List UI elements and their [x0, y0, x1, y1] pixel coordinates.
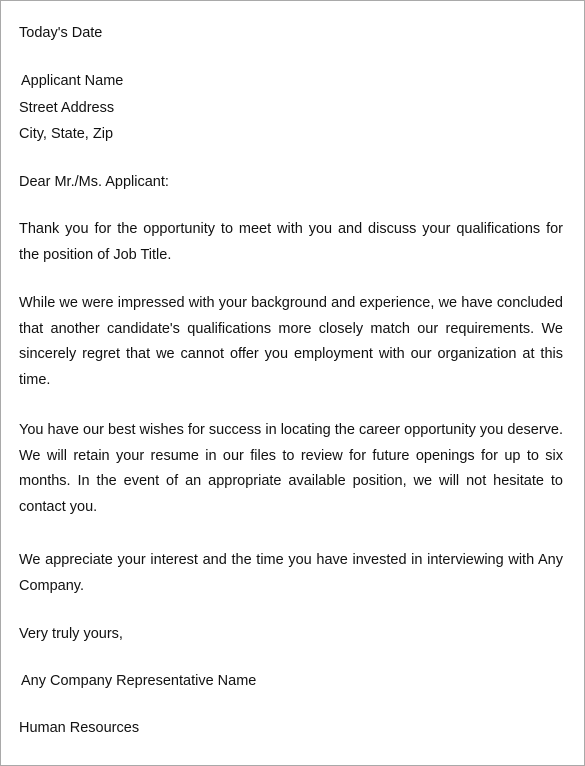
recipient-name: Applicant Name — [21, 73, 124, 89]
paragraph-3: You have our best wishes for success in locating the career opportunity you deserve. We will retain your resume in our files to review for future openings for up to six months. In the event of an appropriate available position, we will not hesitate to contact you. — [19, 422, 563, 515]
paragraph-4: We appreciate your interest and the time you have invested in interviewing with Any Company. — [19, 552, 563, 594]
recipient-city: City, State, Zip — [19, 126, 114, 142]
letter-date: Today's Date — [19, 25, 103, 41]
paragraph-1: Thank you for the opportunity to meet with you and discuss your qualifications for the position of Job Title. — [19, 221, 563, 263]
department: Human Resources — [19, 720, 140, 736]
recipient-street: Street Address — [19, 100, 115, 116]
signer-name: Any Company Representative Name — [21, 673, 257, 689]
salutation: Dear Mr./Ms. Applicant: — [19, 174, 169, 190]
paragraph-2: While we were impressed with your background and experience, we have concluded that another candidate's qualifications more closely match our requirements. We sincerely regret that we cannot offer you employment with our organization at this time. — [19, 295, 563, 388]
closing: Very truly yours, — [19, 626, 123, 642]
